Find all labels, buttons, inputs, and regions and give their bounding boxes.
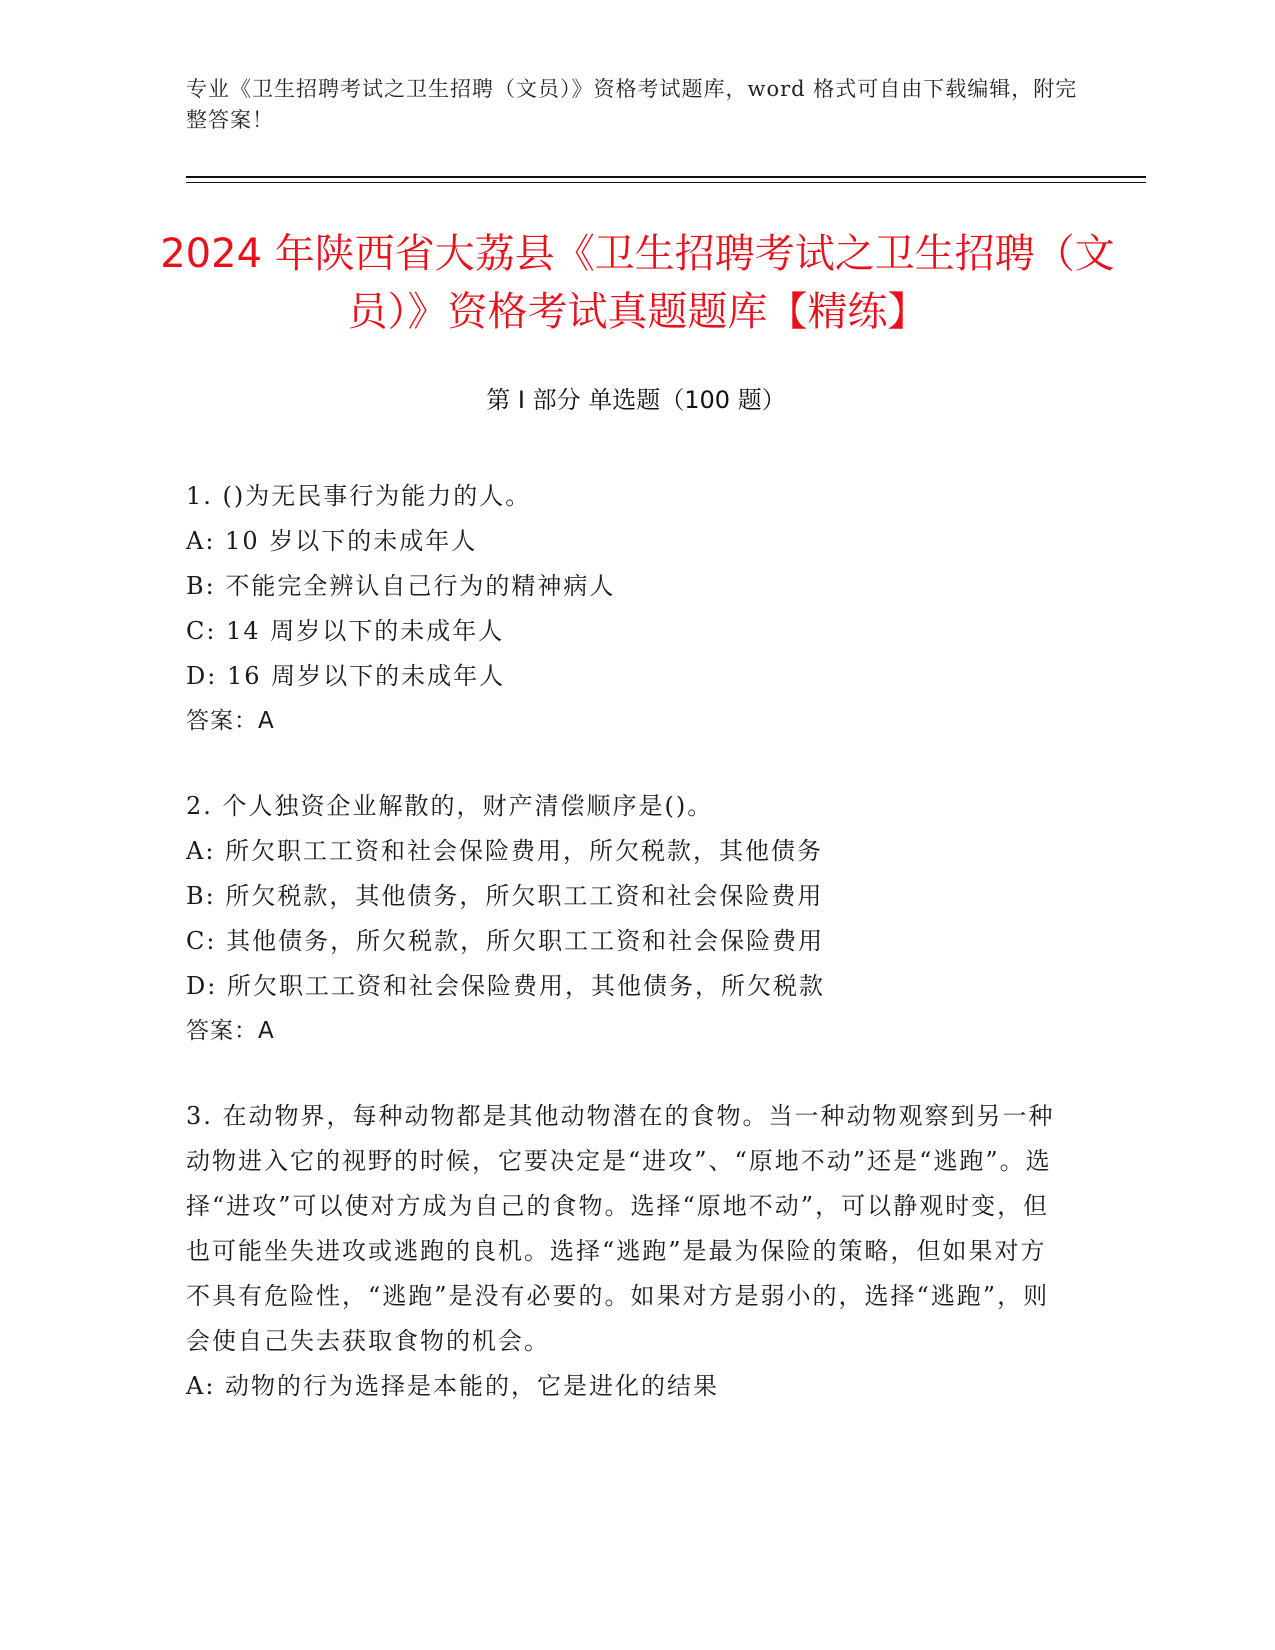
question-list bbox=[186, 474, 1066, 1449]
option-c: C: 其他债务，所欠税款，所欠职工工资和社会保险费用 bbox=[186, 927, 825, 955]
header-note: 专业《卫生招聘考试之卫生招聘（文员）》资格考试题库，word 格式可自由下载编辑，附完整答案！ bbox=[186, 77, 1078, 132]
question-1 bbox=[186, 474, 1066, 744]
question-3 bbox=[186, 1094, 1066, 1409]
answer-line: 答案：A bbox=[186, 1018, 275, 1044]
header-divider-thick bbox=[186, 176, 1146, 178]
answer-line: 答案：A bbox=[186, 708, 275, 734]
option-d: D: 16 周岁以下的未成年人 bbox=[186, 662, 506, 690]
section-heading: 第 I 部分 单选题（100 题） bbox=[486, 386, 786, 414]
question-stem: 3. 在动物界，每种动物都是其他动物潜在的食物。当一种动物观察到另一种动物进入它的视野的时候，它要决定是“进攻”、“原地不动”还是“逃跑”。选择“进攻”可以使对方成为自己的食物。选择“原地不动”，可以静观时变，但也可能坐失进攻或逃跑的良机。选择“逃跑”是最为保险的策略，但如果对方不具有危险性，“逃跑”是没有必要的。如果对方是弱小的，选择“逃跑”，则会使自己失去获取食物的机会。 bbox=[186, 1102, 1055, 1355]
option-b: B: 所欠税款，其他债务，所欠职工工资和社会保险费用 bbox=[186, 882, 824, 910]
document-title: 2024 年陕西省大荔县《卫生招聘考试之卫生招聘（文员）》资格考试真题题库【精练】 bbox=[160, 231, 1115, 335]
option-b: B: 不能完全辨认自己行为的精神病人 bbox=[186, 572, 616, 600]
header-divider-thin bbox=[186, 182, 1146, 183]
option-c: C: 14 周岁以下的未成年人 bbox=[186, 617, 505, 645]
option-a: A: 所欠职工工资和社会保险费用，所欠税款，其他债务 bbox=[186, 837, 824, 865]
option-d: D: 所欠职工工资和社会保险费用，其他债务，所欠税款 bbox=[186, 972, 825, 1000]
question-2 bbox=[186, 784, 1066, 1054]
option-a: A: 10 岁以下的未成年人 bbox=[186, 527, 478, 555]
question-stem: 1. ()为无民事行为能力的人。 bbox=[186, 482, 532, 510]
question-stem: 2. 个人独资企业解散的，财产清偿顺序是()。 bbox=[186, 792, 714, 820]
option-a: A: 动物的行为选择是本能的，它是进化的结果 bbox=[186, 1372, 720, 1400]
